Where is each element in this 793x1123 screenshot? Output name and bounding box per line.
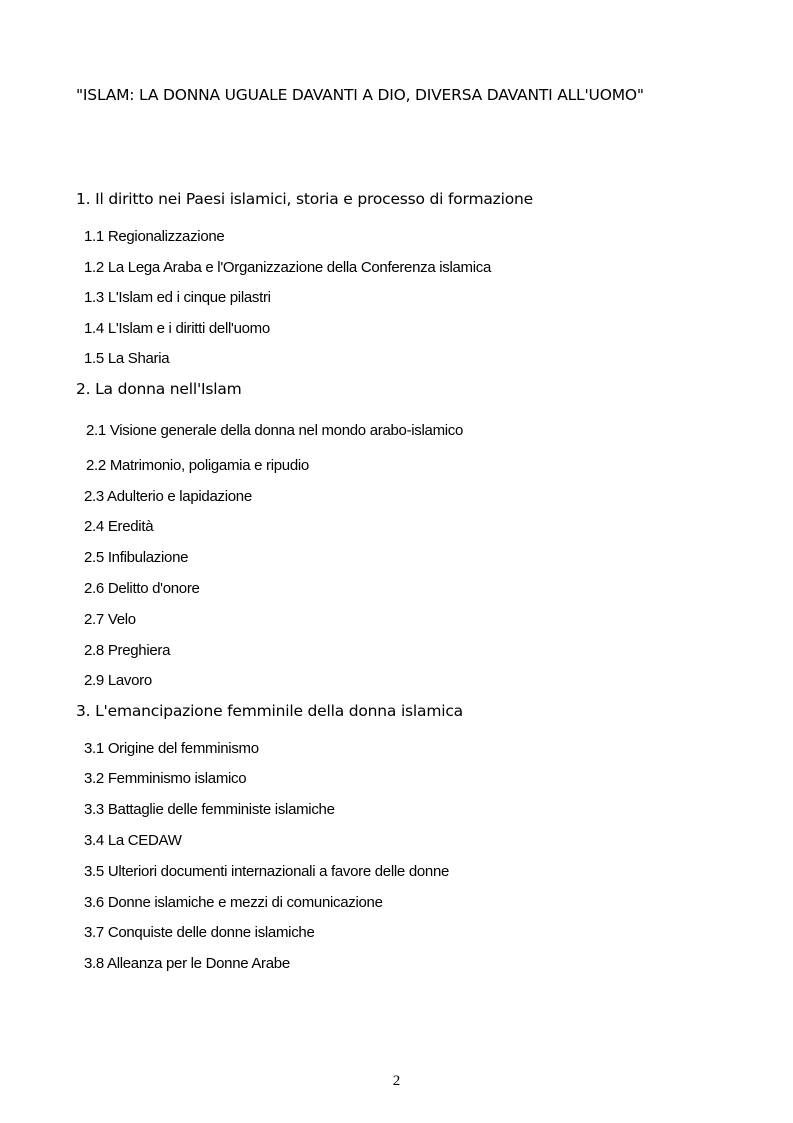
toc-item: 3.1 Origine del femminismo	[84, 740, 259, 757]
toc-item: 2.5 Infibulazione	[84, 549, 189, 566]
page-number: 2	[392, 1073, 401, 1089]
toc-item: 2.6 Delitto d'onore	[84, 580, 200, 597]
toc-section-heading: 3. L'emancipazione femminile della donna islamica	[76, 702, 463, 720]
toc-item: 3.2 Femminismo islamico	[84, 770, 247, 787]
toc-item: 1.3 L'Islam ed i cinque pilastri	[84, 289, 271, 306]
toc-item: 3.3 Battaglie delle femministe islamiche	[84, 801, 335, 818]
toc-section-heading: 1. Il diritto nei Paesi islamici, storia e processo di formazione	[76, 190, 533, 208]
document-title: "ISLAM: LA DONNA UGUALE DAVANTI A DIO, DIVERSA DAVANTI ALL'UOMO"	[76, 86, 644, 104]
toc-item: 3.6 Donne islamiche e mezzi di comunicazione	[84, 894, 383, 911]
toc-item: 3.8 Alleanza per le Donne Arabe	[84, 955, 290, 972]
toc-item: 2.1 Visione generale della donna nel mondo arabo-islamico	[86, 422, 464, 439]
toc-item: 2.2 Matrimonio, poligamia e ripudio	[86, 457, 309, 474]
toc-item: 3.5 Ulteriori documenti internazionali a favore delle donne	[84, 863, 450, 880]
toc-item: 1.5 La Sharia	[84, 350, 170, 367]
toc-item: 2.4 Eredità	[84, 518, 154, 535]
toc-item: 1.4 L'Islam e i diritti dell'uomo	[84, 320, 270, 337]
toc-item: 2.7 Velo	[84, 611, 136, 628]
toc-item: 1.2 La Lega Araba e l'Organizzazione della Conferenza islamica	[84, 259, 492, 276]
toc-item: 1.1 Regionalizzazione	[84, 228, 225, 245]
toc-section-heading: 2. La donna nell'Islam	[76, 380, 242, 398]
toc-item: 3.7 Conquiste delle donne islamiche	[84, 924, 315, 941]
toc-item: 2.3 Adulterio e lapidazione	[84, 488, 252, 505]
toc-item: 3.4 La CEDAW	[84, 832, 182, 849]
toc-item: 2.9 Lavoro	[84, 672, 152, 689]
toc-item: 2.8 Preghiera	[84, 642, 171, 659]
